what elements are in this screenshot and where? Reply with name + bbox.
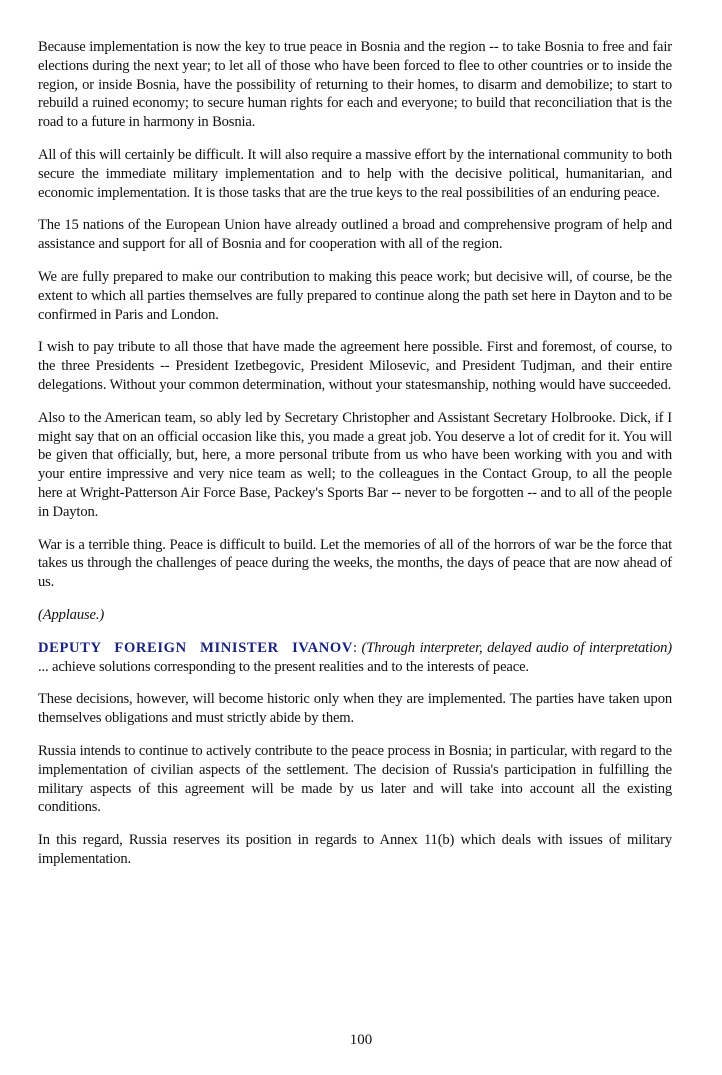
page-number: 100 <box>349 1032 373 1048</box>
paragraph-russia-reserves: In this regard, Russia reserves its position in regards to Annex 11(b) which deals with issues of military implementation. <box>38 832 672 867</box>
paragraph-implementation: Because implementation is now the key to true peace in Bosnia and the region -- to take Bosnia to free and fair elections during the next year; to let all of those who have been forced to flee to other countries or to inside the region, or inside Bosnia, have the possibility of returning to their homes, to disarm and demobilize; to start to rebuild a ruined economy; to secure human rights for each and everyone; to build that reconciliation that is the road to a future in harmony in Bosnia. <box>38 39 672 131</box>
paragraph-tribute: I wish to pay tribute to all those that have made the agreement here possible. First and foremost, of course, to the three Presidents -- President Izetbegovic, President Milosevic, and President Tudjman, and their entire delegations. Without your common determination, without your statesmanship, nothing would have succeeded. <box>38 339 672 393</box>
paragraph-prepared: We are fully prepared to make our contribution to making this peace work; but decisive will, of course, be the extent to which all parties themselves are fully prepared to continue along the path set here in Dayton and to be confirmed in Paris and London. <box>38 268 672 323</box>
speaker-paragraph <box>38 639 672 677</box>
document-page <box>38 38 672 883</box>
applause-note: (Applause.) <box>38 606 105 623</box>
paragraph-decisions: These decisions, however, will become historic only when they are implemented. The parties have taken upon themselves obligations and must strictly abide by them. <box>38 691 672 727</box>
stage-direction: (Through interpreter, delayed audio of interpretation) <box>361 639 672 656</box>
paragraph-american-team: Also to the American team, so ably led by Secretary Christopher and Assistant Secretary Holbrooke. Dick, if I might say that on an official occasion like this, you made a great job. You deserve a lot of credit for it. You will be given that officially, but, here, a more personal tribute from us who have been working with you and with your entire impressive and very nice team as well; to the colleagues in the Contact Group, to all the people here at Wright-Patterson Air Force Base, Packey's Sports Bar -- never to be forgotten -- and to all of the people in Dayton. <box>38 409 672 520</box>
paragraph-war: War is a terrible thing. Peace is difficult to build. Let the memories of all of the horrors of war be the force that takes us through the challenges of peace during the weeks, the months, the days of peace that are now ahead of us. <box>38 536 672 591</box>
speaker-text: ... achieve solutions corresponding to the present realities and to the interests of peace. <box>38 658 529 675</box>
paragraph-european-union: The 15 nations of the European Union have already outlined a broad and comprehensive program of help and assistance and support for all of Bosnia and for cooperation with all of the region. <box>38 217 672 253</box>
paragraph-difficult: All of this will certainly be difficult. It will also require a massive effort by the international community to both secure the immediate military implementation and to help with the decisive political, humanitarian, and economic implementation. It is those tasks that are the true keys to the real possibilities of an enduring peace. <box>38 146 672 201</box>
speaker-name: DEPUTY FOREIGN MINISTER IVANOV <box>38 639 353 656</box>
paragraph-russia-intends: Russia intends to continue to actively contribute to the peace process in Bosnia; in particular, with regard to the implementation of civilian aspects of the settlement. The decision of Russia's participation in fulfilling the military aspects of this agreement will be made by us later and will take into account all the existing conditions. <box>38 742 672 816</box>
speaker-colon: : <box>353 639 357 656</box>
